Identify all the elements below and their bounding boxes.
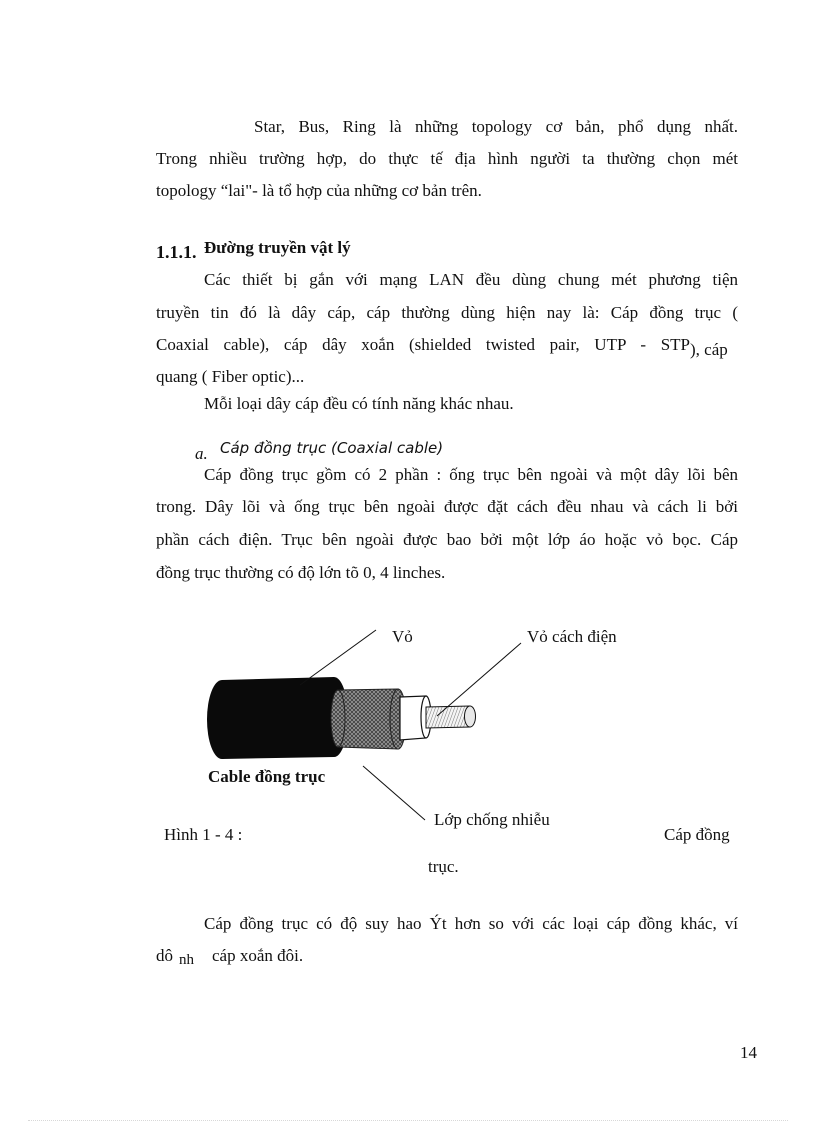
label-insulation: Vỏ cách điện	[527, 627, 617, 646]
figure-caption-continuation: trục.	[428, 857, 459, 876]
cable-jacket	[207, 677, 348, 759]
leader-line-insulation	[437, 643, 521, 716]
paragraph-line: Star, Bus, Ring là những topology cơ bản, phổ dụng nhất.	[254, 117, 738, 136]
paragraph-line: Coaxial cable), cáp dây xoắn (shielded twisted pair, UTP - STP	[156, 335, 690, 354]
paragraph-line: truyền tin đó là dây cáp, cáp thường dùng hiện nay là: Cáp đồng trục (	[156, 303, 738, 322]
figure-caption-text: Cáp đồng	[664, 825, 730, 844]
paragraph-line: Trong nhiều trường hợp, do thực tế địa hình người ta thường chọn mét	[156, 149, 738, 168]
paragraph-line-fragment: nh	[179, 952, 194, 968]
paragraph-line-end: cáp xoắn đôi.	[212, 946, 304, 965]
paragraph-line-tail: ), cáp	[690, 340, 728, 359]
leader-line-shield	[363, 766, 425, 820]
paragraph-line: trong. Dây lõi và ống trục bên ngoài được đặt cách đều nhau và cách li bởi	[156, 497, 738, 516]
section-title: Đường truyền vật lý	[204, 238, 351, 257]
page-number: 14	[740, 1043, 757, 1062]
subsection-title: Cáp đồng trục (Coaxial cable)	[220, 439, 444, 457]
paragraph-line: phần cách điện. Trục bên ngoài được bao bởi một lớp áo hoặc vỏ bọc. Cáp	[156, 530, 738, 549]
section-number: 1.1.1.	[156, 242, 197, 262]
paragraph-line: topology “lai"- là tổ hợp của những cơ bản trên.	[156, 181, 482, 200]
paragraph-line-start: dô	[156, 946, 173, 965]
figure-caption-label: Hình 1 - 4 :	[164, 825, 243, 844]
leader-line-shell	[300, 630, 376, 685]
paragraph-line: Cáp đồng trục gồm có 2 phần : ống trục bên ngoài và một dây lõi bên	[204, 465, 738, 484]
paragraph-line: Cáp đồng trục có độ suy hao Ýt hơn so với các loại cáp đồng khác, ví	[204, 914, 738, 933]
paragraph-line: quang ( Fiber optic)...	[156, 367, 305, 386]
paragraph-line: Các thiết bị gắn với mạng LAN đều dùng chung mét phương tiện	[204, 270, 738, 289]
label-shell: Vỏ	[392, 627, 413, 646]
label-shield: Lớp chống nhiễu	[434, 810, 550, 829]
cable-shield	[331, 689, 406, 749]
cable-core	[426, 706, 476, 728]
page-bottom-divider	[28, 1120, 788, 1121]
subsection-marker: a.	[195, 444, 208, 463]
paragraph-line: Mỗi loại dây cáp đều có tính năng khác nhau.	[204, 394, 514, 413]
label-cable: Cable đồng trục	[208, 767, 326, 786]
paragraph-line: đồng trục thường có độ lớn tõ 0, 4 linches.	[156, 563, 446, 582]
